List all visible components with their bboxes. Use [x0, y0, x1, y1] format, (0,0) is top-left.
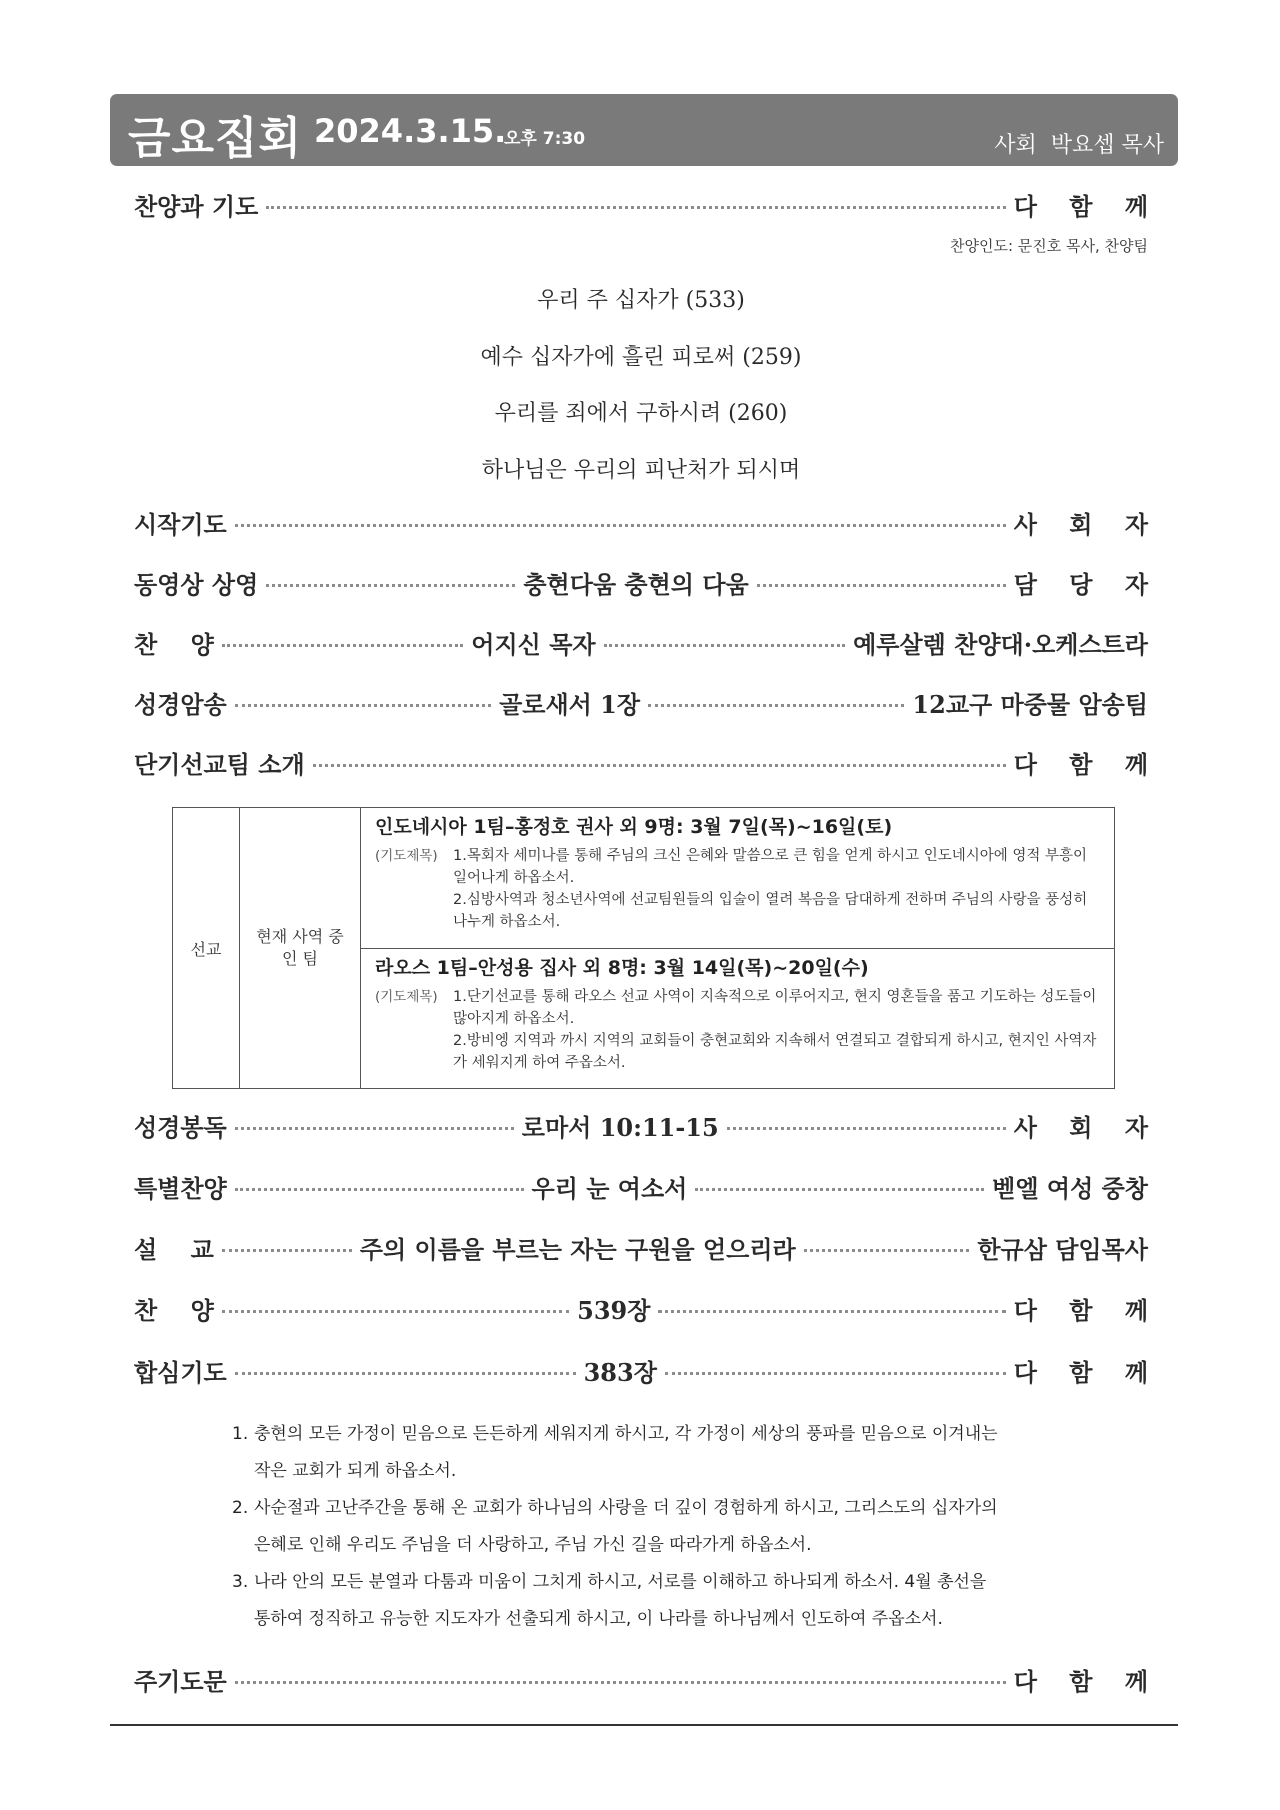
- team-title: 인도네시아 1팀–홍정호 권사 외 9명: 3월 7일(목)~16일(토): [375, 816, 893, 838]
- order-row-special-music: [134, 1166, 1148, 1206]
- dot-leader: [235, 524, 1006, 527]
- order-mid: 주의 이름을 부르는 자는 구원을 얻으리라: [359, 1234, 796, 1264]
- mission-status: 현재 사역 중인 팀: [240, 808, 361, 1089]
- order-row-recitation: [134, 682, 1148, 722]
- order-right: 사 회 자: [1013, 509, 1160, 539]
- header-bar: [110, 94, 1178, 166]
- prayer-line: 사순절과 고난주간을 통해 온 교회가 하나님의 사랑을 더 깊이 경험하게 하시고, 그리스도의 십자가의: [254, 1498, 998, 1518]
- order-right: 다 함 께: [1013, 1295, 1161, 1325]
- order-label: 합심기도: [134, 1357, 227, 1387]
- order-right: 12교구 마중물 암송팀: [912, 689, 1149, 719]
- prayer-item: 2.심방사역과 청소년사역에 선교팀원들의 입술이 열려 복음을 담대하게 전하며 주님의 사랑을 풍성히 나누게 하옵소서.: [453, 892, 1088, 930]
- order-label: 설 교: [134, 1234, 214, 1264]
- order-right: 다 함 께: [1013, 191, 1160, 221]
- dot-leader: [695, 1188, 984, 1191]
- order-mid: 어지신 목자: [471, 629, 596, 659]
- dot-leader: [266, 206, 1005, 209]
- team-prayer: [375, 845, 1104, 933]
- mission-team-indonesia: [361, 808, 1115, 949]
- order-right: 한규삼 담임목사: [977, 1234, 1148, 1264]
- dot-leader: [222, 1310, 569, 1313]
- order-row-lords-prayer: [134, 1659, 1160, 1699]
- order-row-unison-prayer: [134, 1350, 1160, 1390]
- order-row-opening-prayer: [134, 502, 1160, 542]
- song-4: 하나님은 우리의 피난처가 되시며: [481, 458, 801, 483]
- prayer-tag: (기도제목): [375, 848, 438, 864]
- order-label: 찬 양: [134, 1295, 214, 1325]
- mission-team-table: [172, 807, 1115, 1089]
- order-row-hymn-539: [134, 1288, 1161, 1328]
- order-label: 단기선교팀 소개: [134, 749, 305, 779]
- prayer-list: [232, 1416, 1132, 1638]
- service-time: 오후 7:30: [504, 129, 586, 149]
- prayer-line: 작은 교회가 되게 하옵소서.: [254, 1461, 457, 1481]
- service-leader: 사회 박요셉 목사: [994, 133, 1164, 158]
- team-prayer: [375, 986, 1104, 1074]
- order-mid: 충현다움 충현의 다움: [523, 569, 749, 599]
- dot-leader: [235, 1372, 576, 1375]
- order-row-worship: [134, 184, 1160, 224]
- prayer-line: 통하여 정직하고 유능한 지도자가 선출되게 하시고, 이 나라를 하나님께서 인도하여 주옵소서.: [254, 1609, 943, 1629]
- order-row-hymn: [134, 622, 1148, 662]
- order-right: 다 함 께: [1013, 1666, 1160, 1696]
- service-title: 금요집회: [128, 113, 303, 164]
- order-right: 담 당 자: [1013, 569, 1161, 599]
- order-right: 다 함 께: [1013, 1357, 1160, 1387]
- dot-leader: [804, 1249, 970, 1252]
- dot-leader: [235, 1681, 1006, 1684]
- order-row-sermon: [134, 1227, 1148, 1267]
- order-right: 사 회 자: [1013, 1112, 1161, 1142]
- order-right: 벧엘 여성 중창: [992, 1173, 1148, 1203]
- order-right: 다 함 께: [1013, 749, 1160, 779]
- order-mid: 우리 눈 여소서: [531, 1173, 688, 1203]
- dot-leader: [222, 1249, 352, 1252]
- prayer-line: 나라 안의 모든 분열과 다툼과 미움이 그치게 하시고, 서로를 이해하고 하나되게 하소서. 4월 총선을: [254, 1572, 987, 1592]
- dot-leader: [235, 1127, 514, 1130]
- order-row-video: [134, 562, 1161, 602]
- order-label: 찬 양: [134, 629, 214, 659]
- mission-category: 선교: [173, 808, 240, 1089]
- order-mid: 로마서 10:11-15: [521, 1112, 719, 1142]
- order-mid: 383장: [583, 1357, 657, 1387]
- bottom-divider: [110, 1724, 1178, 1726]
- prayer-number: 3.: [232, 1572, 249, 1592]
- prayer-number: 1.: [232, 1424, 249, 1444]
- order-mid: 539장: [577, 1295, 651, 1325]
- prayer-list-item: [232, 1564, 1132, 1638]
- prayer-item: 2.방비엥 지역과 까시 지역의 교회들이 충현교회와 지속해서 연결되고 결합되게 하시고, 현지인 사역자가 세워지게 하여 주옵소서.: [453, 1032, 1097, 1071]
- order-right: 예루살렘 찬양대·오케스트라: [853, 629, 1148, 659]
- dot-leader: [313, 764, 1006, 767]
- song-3: 우리를 죄에서 구하시려 (260): [494, 401, 788, 426]
- dot-leader: [235, 704, 491, 707]
- prayer-item: 1.목회자 세미나를 통해 주님의 크신 은혜와 말씀으로 큰 힘을 얻게 하시고 인도네시아에 영적 부흥이 일어나게 하옵소서.: [453, 848, 1088, 886]
- prayer-line: 충현의 모든 가정이 믿음으로 든든하게 세워지게 하시고, 각 가정이 세상의 풍파를 믿음으로 이겨내는: [254, 1424, 998, 1444]
- order-row-scripture: [134, 1105, 1161, 1145]
- prayer-list-item: [232, 1416, 1132, 1490]
- dot-leader: [757, 584, 1006, 587]
- prayer-line: 은혜로 인해 우리도 주님을 더 사랑하고, 주님 가신 길을 따라가게 하옵소서.: [254, 1535, 812, 1555]
- order-label: 성경봉독: [134, 1112, 227, 1142]
- order-row-mission-intro: [134, 742, 1160, 782]
- worship-leader-note: 찬양인도: 문진호 목사, 찬양팀: [949, 237, 1148, 255]
- prayer-list-item: [232, 1490, 1132, 1564]
- order-label: 시작기도: [134, 509, 227, 539]
- song-1: 우리 주 십자가 (533): [537, 288, 745, 313]
- dot-leader: [266, 584, 515, 587]
- dot-leader: [665, 1372, 1006, 1375]
- order-label: 특별찬양: [134, 1173, 227, 1203]
- order-mid: 골로새서 1장: [499, 689, 641, 719]
- prayer-item: 1.단기선교를 통해 라오스 선교 사역이 지속적으로 이루어지고, 현지 영혼들을 품고 기도하는 성도들이 많아지게 하옵소서.: [453, 988, 1097, 1027]
- dot-leader: [658, 1310, 1005, 1313]
- dot-leader: [648, 704, 904, 707]
- song-2: 예수 십자가에 흘린 피로써 (259): [480, 345, 802, 370]
- order-label: 성경암송: [134, 689, 227, 719]
- dot-leader: [727, 1127, 1006, 1130]
- team-title: 라오스 1팀–안성용 집사 외 8명: 3월 14일(목)~20일(수): [375, 956, 869, 979]
- order-label: 주기도문: [134, 1666, 227, 1696]
- mission-team-laos: [361, 948, 1115, 1089]
- prayer-tag: (기도제목): [375, 988, 438, 1005]
- dot-leader: [235, 1188, 524, 1191]
- order-label: 동영상 상영: [134, 569, 259, 599]
- prayer-number: 2.: [232, 1498, 249, 1518]
- service-date: 2024.3.15.: [314, 112, 507, 150]
- dot-leader: [222, 644, 464, 647]
- order-label: 찬양과 기도: [134, 191, 259, 221]
- dot-leader: [604, 644, 846, 647]
